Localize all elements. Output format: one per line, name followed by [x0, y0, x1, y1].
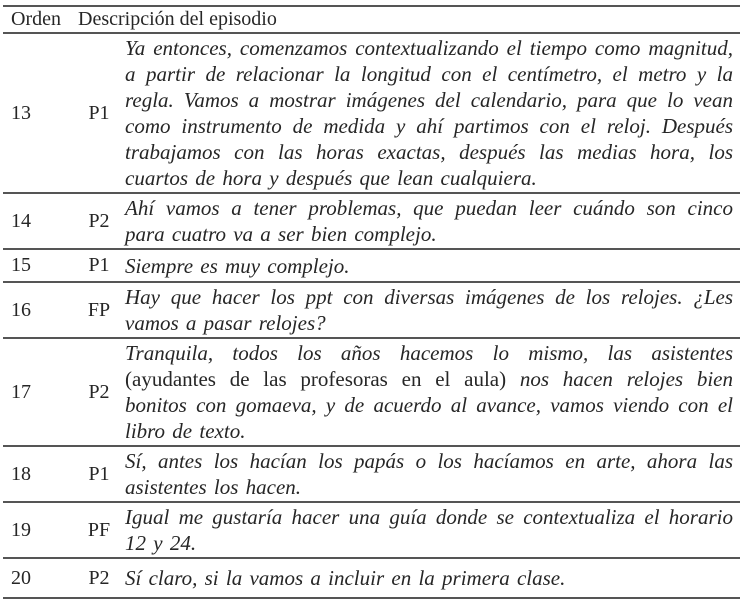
description-text: Igual me gustaría hacer una guía donde se contextualiza el horario 12 y 24. [125, 505, 733, 555]
description-text: Sí, antes los hacían los papás o los hacíamos en arte, ahora las asistentes los hacen. [125, 449, 733, 499]
episode-description [125, 503, 740, 557]
table-row [3, 283, 740, 339]
episode-description [125, 34, 740, 192]
speaker-code: P1 [88, 101, 110, 124]
orden-value: 20 [11, 566, 31, 589]
episode-description [125, 283, 740, 337]
speaker-code: P2 [88, 380, 110, 403]
orden-value: 13 [11, 101, 31, 124]
description-text-upright: (ayudantes de las profesoras en el aula) [125, 367, 507, 391]
table-row [3, 559, 740, 597]
episode-description [125, 194, 740, 248]
table-row [3, 339, 740, 447]
orden-value: 17 [11, 380, 31, 403]
table-row [3, 194, 740, 250]
speaker-code: P2 [88, 566, 110, 589]
episode-description [125, 564, 740, 592]
orden-value: 18 [11, 462, 31, 485]
speaker-code: PF [87, 518, 111, 541]
episodes-table [3, 5, 740, 599]
table-row [3, 250, 740, 283]
column-header-descripcion: Descripción del episodio [78, 8, 277, 30]
description-text: Sí claro, si la vamos a incluir en la primera clase. [125, 566, 566, 590]
table-header-row [3, 7, 740, 34]
episode-description [125, 339, 740, 445]
orden-value: 15 [11, 254, 31, 276]
speaker-code: P1 [88, 254, 110, 276]
table-row [3, 447, 740, 503]
column-header-orden: Orden [11, 8, 61, 30]
description-text: Ya entonces, comenzamos contextualizando el tiempo como magnitud, a partir de relacionar la longitud con el centímetro, el metro y la regla. Vamos a mostrar imágenes del calendario, para que lo vean como instrumento de medida y ahí partimos con el reloj. Después trabajamos con las horas exactas, después las medias hora, los cuartos de hora y después que lean cualquiera. [125, 36, 733, 190]
description-text: Siempre es muy complejo. [125, 253, 350, 278]
table-row [3, 503, 740, 559]
description-text: Tranquila, todos los años hacemos lo mismo, las asistentes [125, 341, 733, 365]
episode-description [125, 252, 740, 280]
description-text: nos hacen relojes bien bonitos con gomaeva, y de acuerdo al avance, vamos viendo con el libro de texto. [125, 367, 733, 443]
orden-value: 14 [11, 209, 31, 232]
speaker-code: P1 [88, 462, 110, 485]
speaker-code: P2 [88, 209, 110, 232]
orden-value: 19 [11, 518, 31, 541]
speaker-code: FP [87, 298, 111, 321]
episode-description [125, 447, 740, 501]
description-text: Ahí vamos a tener problemas, que puedan leer cuándo son cinco para cuatro va a ser bien complejo. [125, 196, 733, 246]
table-body [3, 34, 740, 597]
table-row [3, 34, 740, 194]
description-text: Hay que hacer los ppt con diversas imágenes de los relojes. ¿Les vamos a pasar relojes? [125, 285, 733, 335]
orden-value: 16 [11, 298, 31, 321]
